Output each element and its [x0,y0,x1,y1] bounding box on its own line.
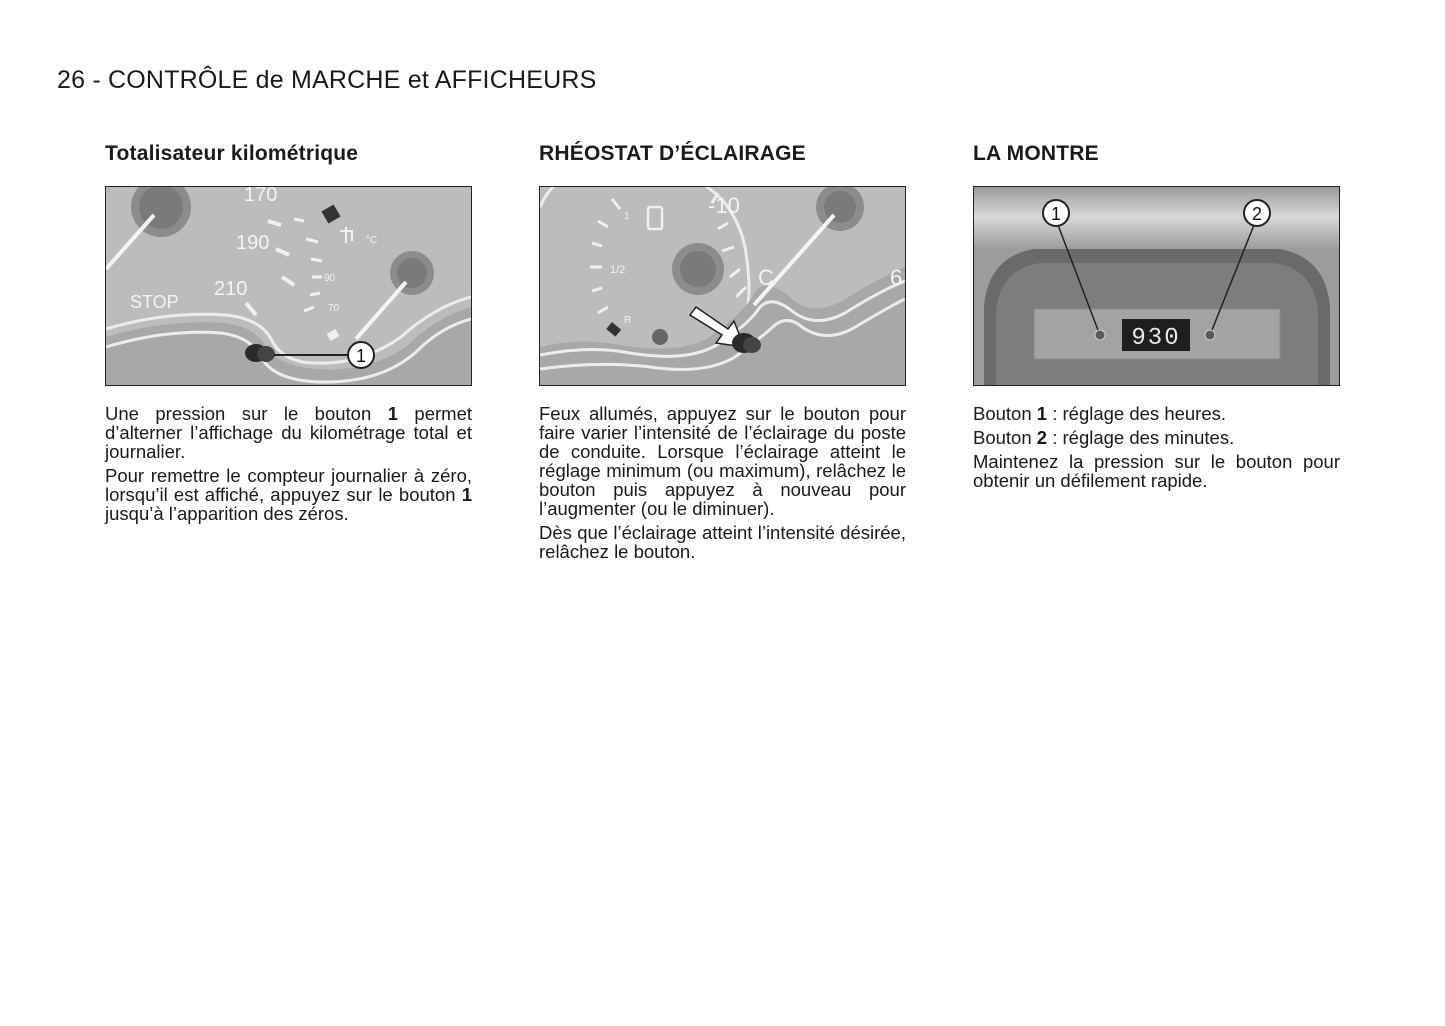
paragraph: Bouton 1 : réglage des heures. [973,403,1227,424]
temp-label-70: 70 [328,303,340,314]
callout-1-label: 1 [1050,204,1062,224]
section-heading: RHÉOSTAT D’ÉCLAIRAGE [539,142,806,165]
section-heading: Totalisateur kilométrique [105,142,359,165]
speed-label-210: 210 [214,278,248,300]
temp-label-90: 90 [324,273,336,284]
tach-label-6: 6 [890,265,903,290]
section-body [973,404,1340,490]
fuel-label-full: 1 [624,211,630,222]
speed-label-190: 190 [236,232,270,254]
clock-hour-button [1095,330,1105,340]
section-odometer [105,140,472,528]
dimmer-illustration [539,186,906,386]
paragraph: Dès que l’éclairage atteint l’intensité désirée, relâchez le bouton. [539,522,906,562]
section-clock [973,140,1340,495]
tach-label-10: -10 [708,193,740,218]
stop-label: STOP [130,292,179,312]
dimmer-dashboard-drawing [540,187,905,385]
speed-label-170: 170 [244,187,278,206]
section-body [539,404,906,561]
section-body [105,404,472,523]
paragraph: Bouton 2 : réglage des minutes. [973,427,1235,448]
section-heading: LA MONTRE [973,142,1099,165]
gear-label-c: C [758,265,774,290]
clock-illustration [973,186,1340,386]
clock-display-value: 930 [1131,325,1181,352]
clock-dashboard-drawing [974,187,1339,385]
page-title: 26 - CONTRÔLE de MARCHE et AFFICHEURS [57,66,597,94]
paragraph: Pour remettre le compteur journalier à zéro, lorsqu’il est affiché, appuyez sur le bouton 1 jusqu’à l’apparition des zéros. [105,465,472,524]
section-dimmer [539,140,906,566]
callout-2-label: 2 [1251,204,1263,224]
fuel-label-reserve: R [624,315,632,326]
odometer-dashboard-drawing [106,187,471,385]
paragraph: Feux allumés, appuyez sur le bouton pour faire varier l’intensité de l’éclairage du poste de conduite. Lorsque l’éclairage atteint le réglage minimum (ou maximum), relâchez le bouton puis appuyez à nouveau pour l’augmenter (ou le diminuer). [539,403,906,519]
fuel-label-half: 1/2 [610,264,626,276]
paragraph: Maintenez la pression sur le bouton pour obtenir un défilement rapide. [973,451,1340,491]
paragraph: Une pression sur le bouton 1 permet d’alterner l’affichage du kilométrage total et journalier. [105,403,473,462]
callout-1-label: 1 [355,346,367,366]
temp-unit-label: °C [366,235,378,246]
clock-minute-button [1205,330,1215,340]
odometer-illustration [105,186,472,386]
